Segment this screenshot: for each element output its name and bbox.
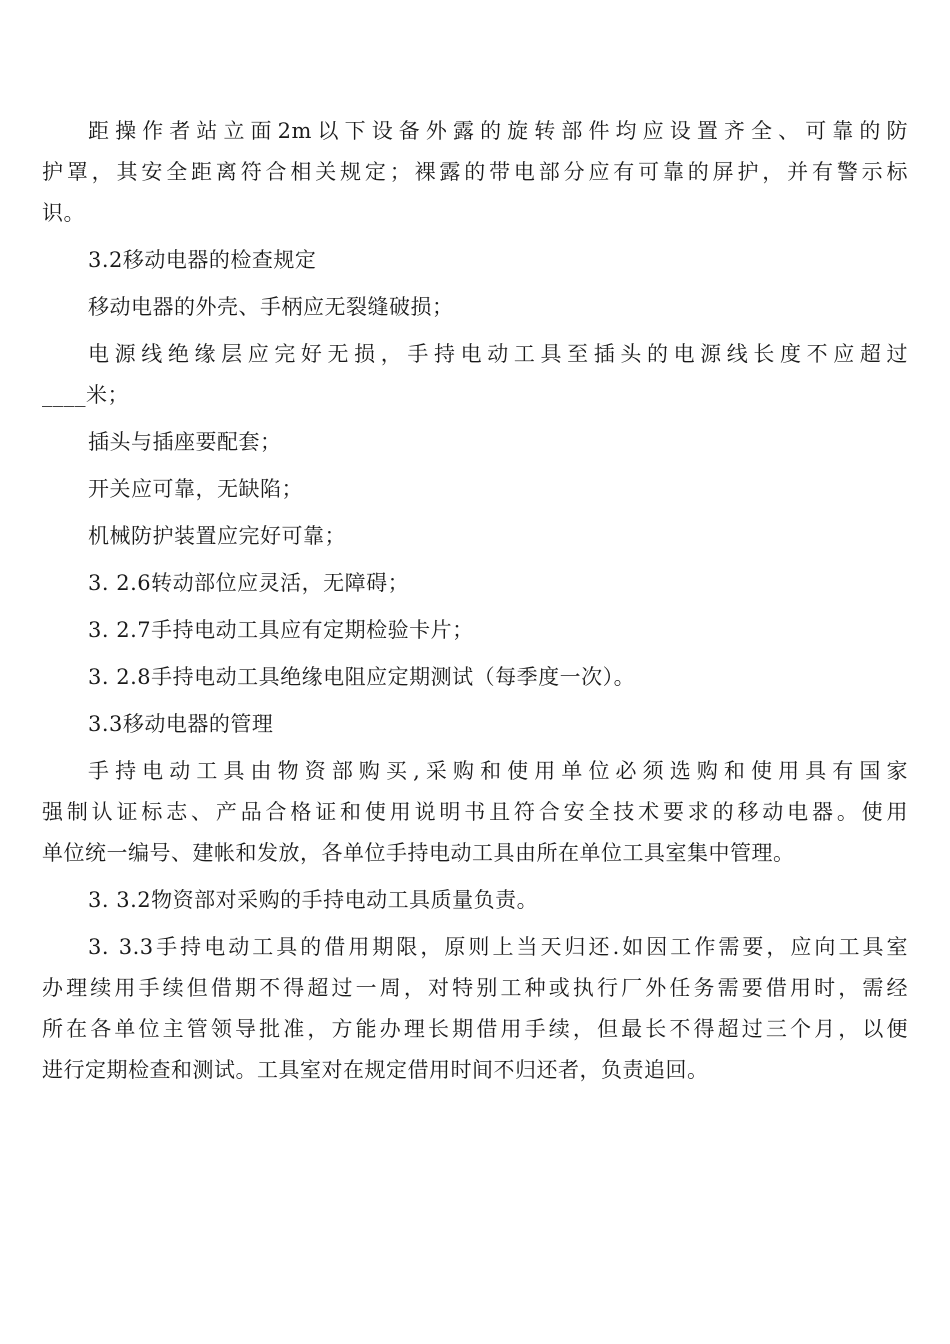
text-line: 办理续用手续但借期不得超过一周，对特别工种或执行厂外任务需要借用时，需经 [42, 976, 908, 1000]
text-line: 3. 2.7手持电动工具应有定期检验卡片； [88, 618, 474, 642]
text-line: 插头与插座要配套； [88, 430, 282, 454]
paragraph-3-3-3 [42, 927, 908, 1091]
paragraph-switch [42, 469, 908, 510]
paragraph-mechanical-guard [42, 516, 908, 557]
text-line: 手持电动工具由物资部购买,采购和使用单位必须选购和使用具有国家 [88, 759, 908, 783]
text-line: 开关应可靠，无缺陷； [88, 477, 303, 501]
text-line: 3. 3.3手持电动工具的借用期限，原则上当天归还.如因工作需要，应向工具室 [88, 935, 908, 959]
text-line: 3. 2.6转动部位应灵活，无障碍； [88, 571, 410, 595]
text-line-blank: ____米； [42, 383, 129, 407]
text-line: 3. 2.8手持电动工具绝缘电阻应定期测试（每季度一次）。 [88, 665, 636, 689]
paragraph-3-3-2 [42, 880, 908, 921]
text-line: 强制认证标志、产品合格证和使用说明书且符合安全技术要求的移动电器。使用 [42, 800, 908, 824]
paragraph-power-cord [42, 334, 908, 416]
paragraph-plug-socket [42, 422, 908, 463]
text-line: 进行定期检查和测试。工具室对在规定借用时间不归还者，负责追回。 [42, 1058, 709, 1082]
section-heading-3-2 [42, 240, 908, 281]
section-heading-3-3 [42, 704, 908, 745]
paragraph-3-2-6 [42, 563, 908, 604]
heading-text: 3.2移动电器的检查规定 [88, 248, 317, 272]
text-line: 所在各单位主管领导批准，方能办理长期借用手续，但最长不得超过三个月，以便 [42, 1017, 908, 1041]
text-line: 单位统一编号、建帐和发放，各单位手持电动工具由所在单位工具室集中管理。 [42, 841, 795, 865]
text-line: 移动电器的外壳、手柄应无裂缝破损； [88, 295, 454, 319]
text-line: 机械防护装置应完好可靠； [88, 524, 346, 548]
paragraph-guard-requirements [42, 111, 908, 234]
paragraph-housing-check [42, 287, 908, 328]
paragraph-3-2-7 [42, 610, 908, 651]
text-line: 电源线绝缘层应完好无损，手持电动工具至插头的电源线长度不应超过 [88, 342, 908, 366]
text-line: 护罩，其安全距离符合相关规定；裸露的带电部分应有可靠的屏护，并有警示标 [42, 160, 908, 184]
text-line: 识。 [42, 201, 85, 225]
paragraph-procurement [42, 751, 908, 874]
paragraph-3-2-8 [42, 657, 908, 698]
heading-text: 3.3移动电器的管理 [88, 712, 274, 736]
text-line: 3. 3.2物资部对采购的手持电动工具质量负责。 [88, 888, 539, 912]
text-line: 距操作者站立面2m以下设备外露的旋转部件均应设置齐全、可靠的防 [88, 119, 908, 143]
document-page [42, 111, 908, 1097]
